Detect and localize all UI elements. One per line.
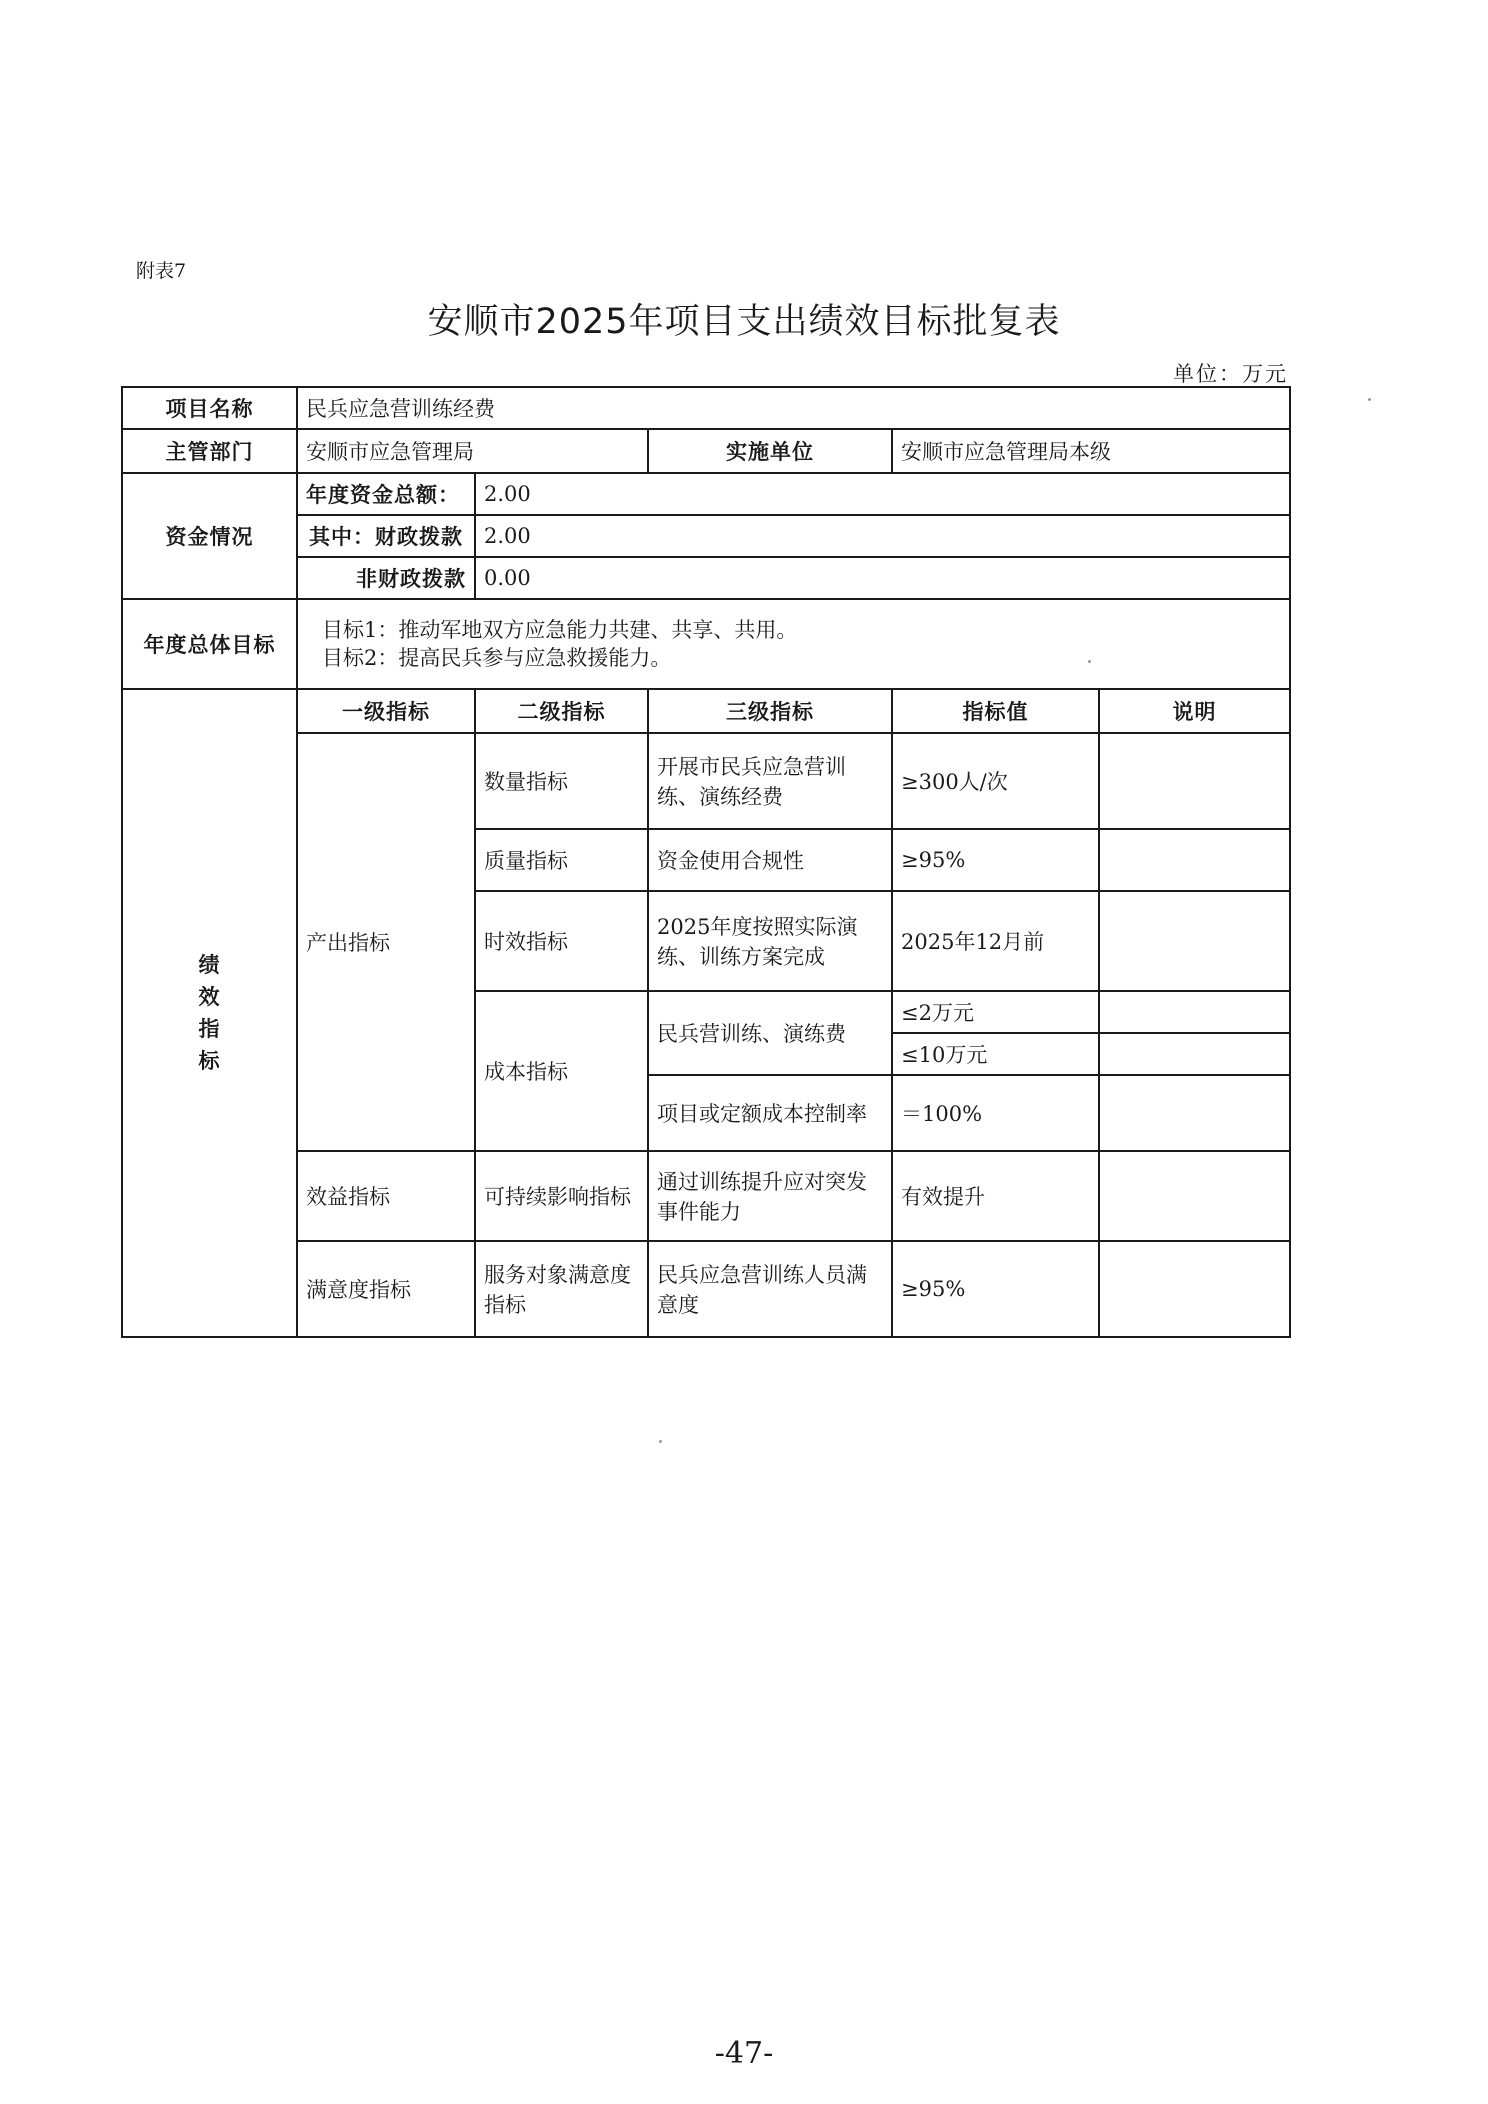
dept-row [122, 429, 1290, 473]
cost-note-1 [1099, 991, 1290, 1033]
satisfaction-value: ≥95% [892, 1241, 1099, 1337]
project-name-label: 项目名称 [122, 387, 297, 429]
header-level1: 一级指标 [297, 689, 475, 733]
performance-table [121, 386, 1291, 1338]
benefit-l2: 可持续影响指标 [475, 1151, 648, 1241]
funds-nonfiscal-label: 非财政拨款 [297, 557, 475, 599]
benefit-note [1099, 1151, 1290, 1241]
perf-label-text: 绩 效 指 标 [198, 952, 221, 1073]
table-row [122, 1241, 1290, 1337]
attachment-label: 附表7 [136, 260, 187, 282]
dept-label: 主管部门 [122, 429, 297, 473]
cost-value-1: ≤2万元 [892, 991, 1099, 1033]
cost-rate-l3: 项目或定额成本控制率 [648, 1075, 892, 1151]
perf-header-row [122, 689, 1290, 733]
satisfaction-l1: 满意度指标 [297, 1241, 475, 1337]
benefit-value: 有效提升 [892, 1151, 1099, 1241]
quantity-note [1099, 733, 1290, 829]
timeliness-label: 时效指标 [475, 891, 648, 991]
cost-rate-note [1099, 1075, 1290, 1151]
scan-speck [659, 1440, 662, 1443]
quality-note [1099, 829, 1290, 891]
timeliness-l3: 2025年度按照实际演练、训练方案完成 [648, 891, 892, 991]
timeliness-note [1099, 891, 1290, 991]
quality-l3: 资金使用合规性 [648, 829, 892, 891]
goal-row [122, 599, 1290, 689]
satisfaction-l2: 服务对象满意度指标 [475, 1241, 648, 1337]
scan-speck [1088, 660, 1091, 663]
header-note: 说明 [1099, 689, 1290, 733]
page-number: -47- [714, 2036, 774, 2071]
table-row [122, 1151, 1290, 1241]
goal-line-2: 目标2：提高民兵参与应急救援能力。 [322, 646, 672, 670]
perf-label [122, 689, 297, 1337]
quantity-value: ≥300人/次 [892, 733, 1099, 829]
goal-label: 年度总体目标 [122, 599, 297, 689]
dept-value: 安顺市应急管理局 [297, 429, 648, 473]
cost-rate-value: ＝100% [892, 1075, 1099, 1151]
goal-line-1: 目标1：推动军地双方应急能力共建、共享、共用。 [322, 618, 798, 642]
benefit-l1: 效益指标 [297, 1151, 475, 1241]
cost-value-2: ≤10万元 [892, 1033, 1099, 1075]
goal-text [297, 599, 1290, 689]
project-name-value: 民兵应急营训练经费 [297, 387, 1290, 429]
cost-note-2 [1099, 1033, 1290, 1075]
impl-unit-label: 实施单位 [648, 429, 892, 473]
benefit-l3: 通过训练提升应对突发事件能力 [648, 1151, 892, 1241]
funds-total-row [122, 473, 1290, 515]
funds-fiscal-value: 2.00 [475, 515, 1290, 557]
funds-nonfiscal-value: 0.00 [475, 557, 1290, 599]
page-title: 安顺市2025年项目支出绩效目标批复表 [427, 302, 1061, 342]
header-value: 指标值 [892, 689, 1099, 733]
quantity-label: 数量指标 [475, 733, 648, 829]
output-label: 产出指标 [297, 733, 475, 1151]
quality-value: ≥95% [892, 829, 1099, 891]
quality-label: 质量指标 [475, 829, 648, 891]
impl-unit-value: 安顺市应急管理局本级 [892, 429, 1290, 473]
funds-nonfiscal-row [122, 557, 1290, 599]
table-row [122, 733, 1290, 829]
header-level3: 三级指标 [648, 689, 892, 733]
funds-total-label: 年度资金总额： [297, 473, 475, 515]
satisfaction-note [1099, 1241, 1290, 1337]
quantity-l3: 开展市民兵应急营训练、演练经费 [648, 733, 892, 829]
funds-fiscal-row [122, 515, 1290, 557]
scan-speck [1368, 398, 1371, 401]
cost-label: 成本指标 [475, 991, 648, 1151]
header-level2: 二级指标 [475, 689, 648, 733]
timeliness-value: 2025年12月前 [892, 891, 1099, 991]
unit-label: 单位：万元 [1173, 362, 1288, 386]
satisfaction-l3: 民兵应急营训练人员满意度 [648, 1241, 892, 1337]
project-row [122, 387, 1290, 429]
funds-total-value: 2.00 [475, 473, 1290, 515]
funds-fiscal-label: 其中：财政拨款 [297, 515, 475, 557]
funds-label: 资金情况 [122, 473, 297, 599]
cost-l3: 民兵营训练、演练费 [648, 991, 892, 1075]
